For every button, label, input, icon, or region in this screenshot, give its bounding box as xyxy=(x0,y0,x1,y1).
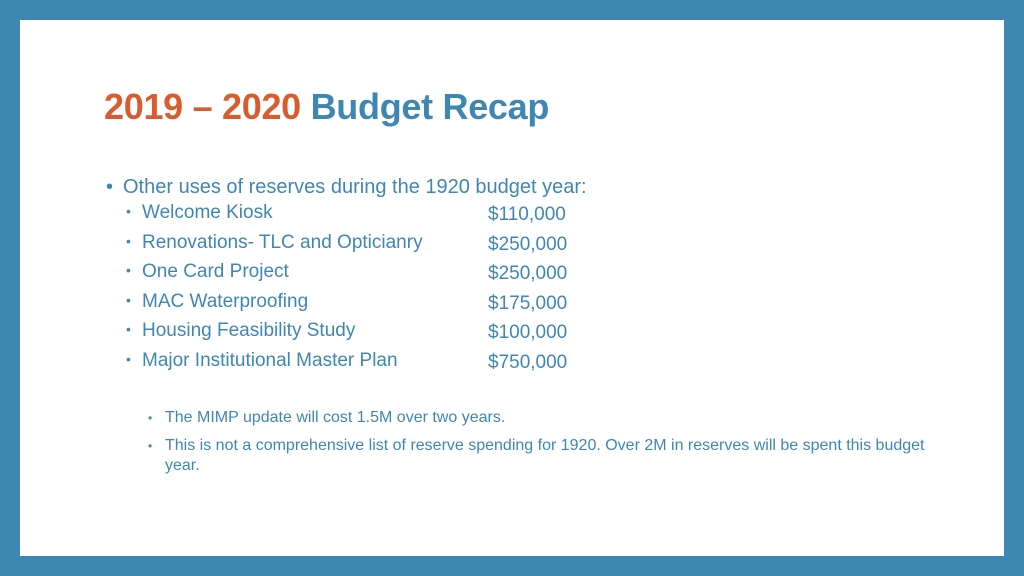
list-item xyxy=(126,231,568,262)
item-label: Welcome Kiosk xyxy=(142,202,273,223)
bullet-icon: • xyxy=(148,411,153,425)
slide-title xyxy=(104,86,549,128)
bullet-icon: • xyxy=(126,321,131,337)
note-text: The MIMP update will cost 1.5M over two years. xyxy=(165,409,506,426)
slide xyxy=(20,20,1004,556)
title-text: Budget Recap xyxy=(310,86,550,127)
title-years: 2019 – 2020 xyxy=(104,86,301,127)
note-item xyxy=(148,436,928,476)
list-item xyxy=(126,320,568,350)
intro-bullet xyxy=(106,176,587,199)
note-item xyxy=(148,408,928,428)
item-label: Housing Feasibility Study xyxy=(142,320,356,341)
list-item xyxy=(126,349,568,380)
intro-text: Other uses of reserves during the 1920 budget year: xyxy=(123,176,587,198)
item-label: Major Institutional Master Plan xyxy=(142,349,398,371)
item-amount: $250,000 xyxy=(488,263,568,284)
list-item xyxy=(126,202,566,232)
bullet-icon: • xyxy=(126,262,131,278)
item-label: One Card Project xyxy=(142,261,289,282)
reserve-items-list xyxy=(126,202,568,379)
bullet-icon: • xyxy=(148,439,153,453)
bullet-icon: • xyxy=(126,350,131,367)
list-item xyxy=(126,290,568,321)
list-item xyxy=(126,261,568,291)
bullet-icon: • xyxy=(126,203,131,219)
item-label: MAC Waterproofing xyxy=(142,290,309,312)
item-amount: $175,000 xyxy=(488,292,568,314)
item-label: Renovations- TLC and Opticianry xyxy=(142,231,423,253)
item-amount: $250,000 xyxy=(488,233,568,255)
notes-list xyxy=(148,408,928,484)
bullet-icon: • xyxy=(106,176,114,198)
note-text: This is not a comprehensive list of reserve spending for 1920. Over 2M in reserves will be spent this budget year. xyxy=(165,437,925,474)
bullet-icon: • xyxy=(126,232,131,249)
item-amount: $750,000 xyxy=(488,351,568,373)
item-amount: $110,000 xyxy=(488,204,566,225)
bullet-icon: • xyxy=(126,291,131,308)
item-amount: $100,000 xyxy=(488,322,568,343)
